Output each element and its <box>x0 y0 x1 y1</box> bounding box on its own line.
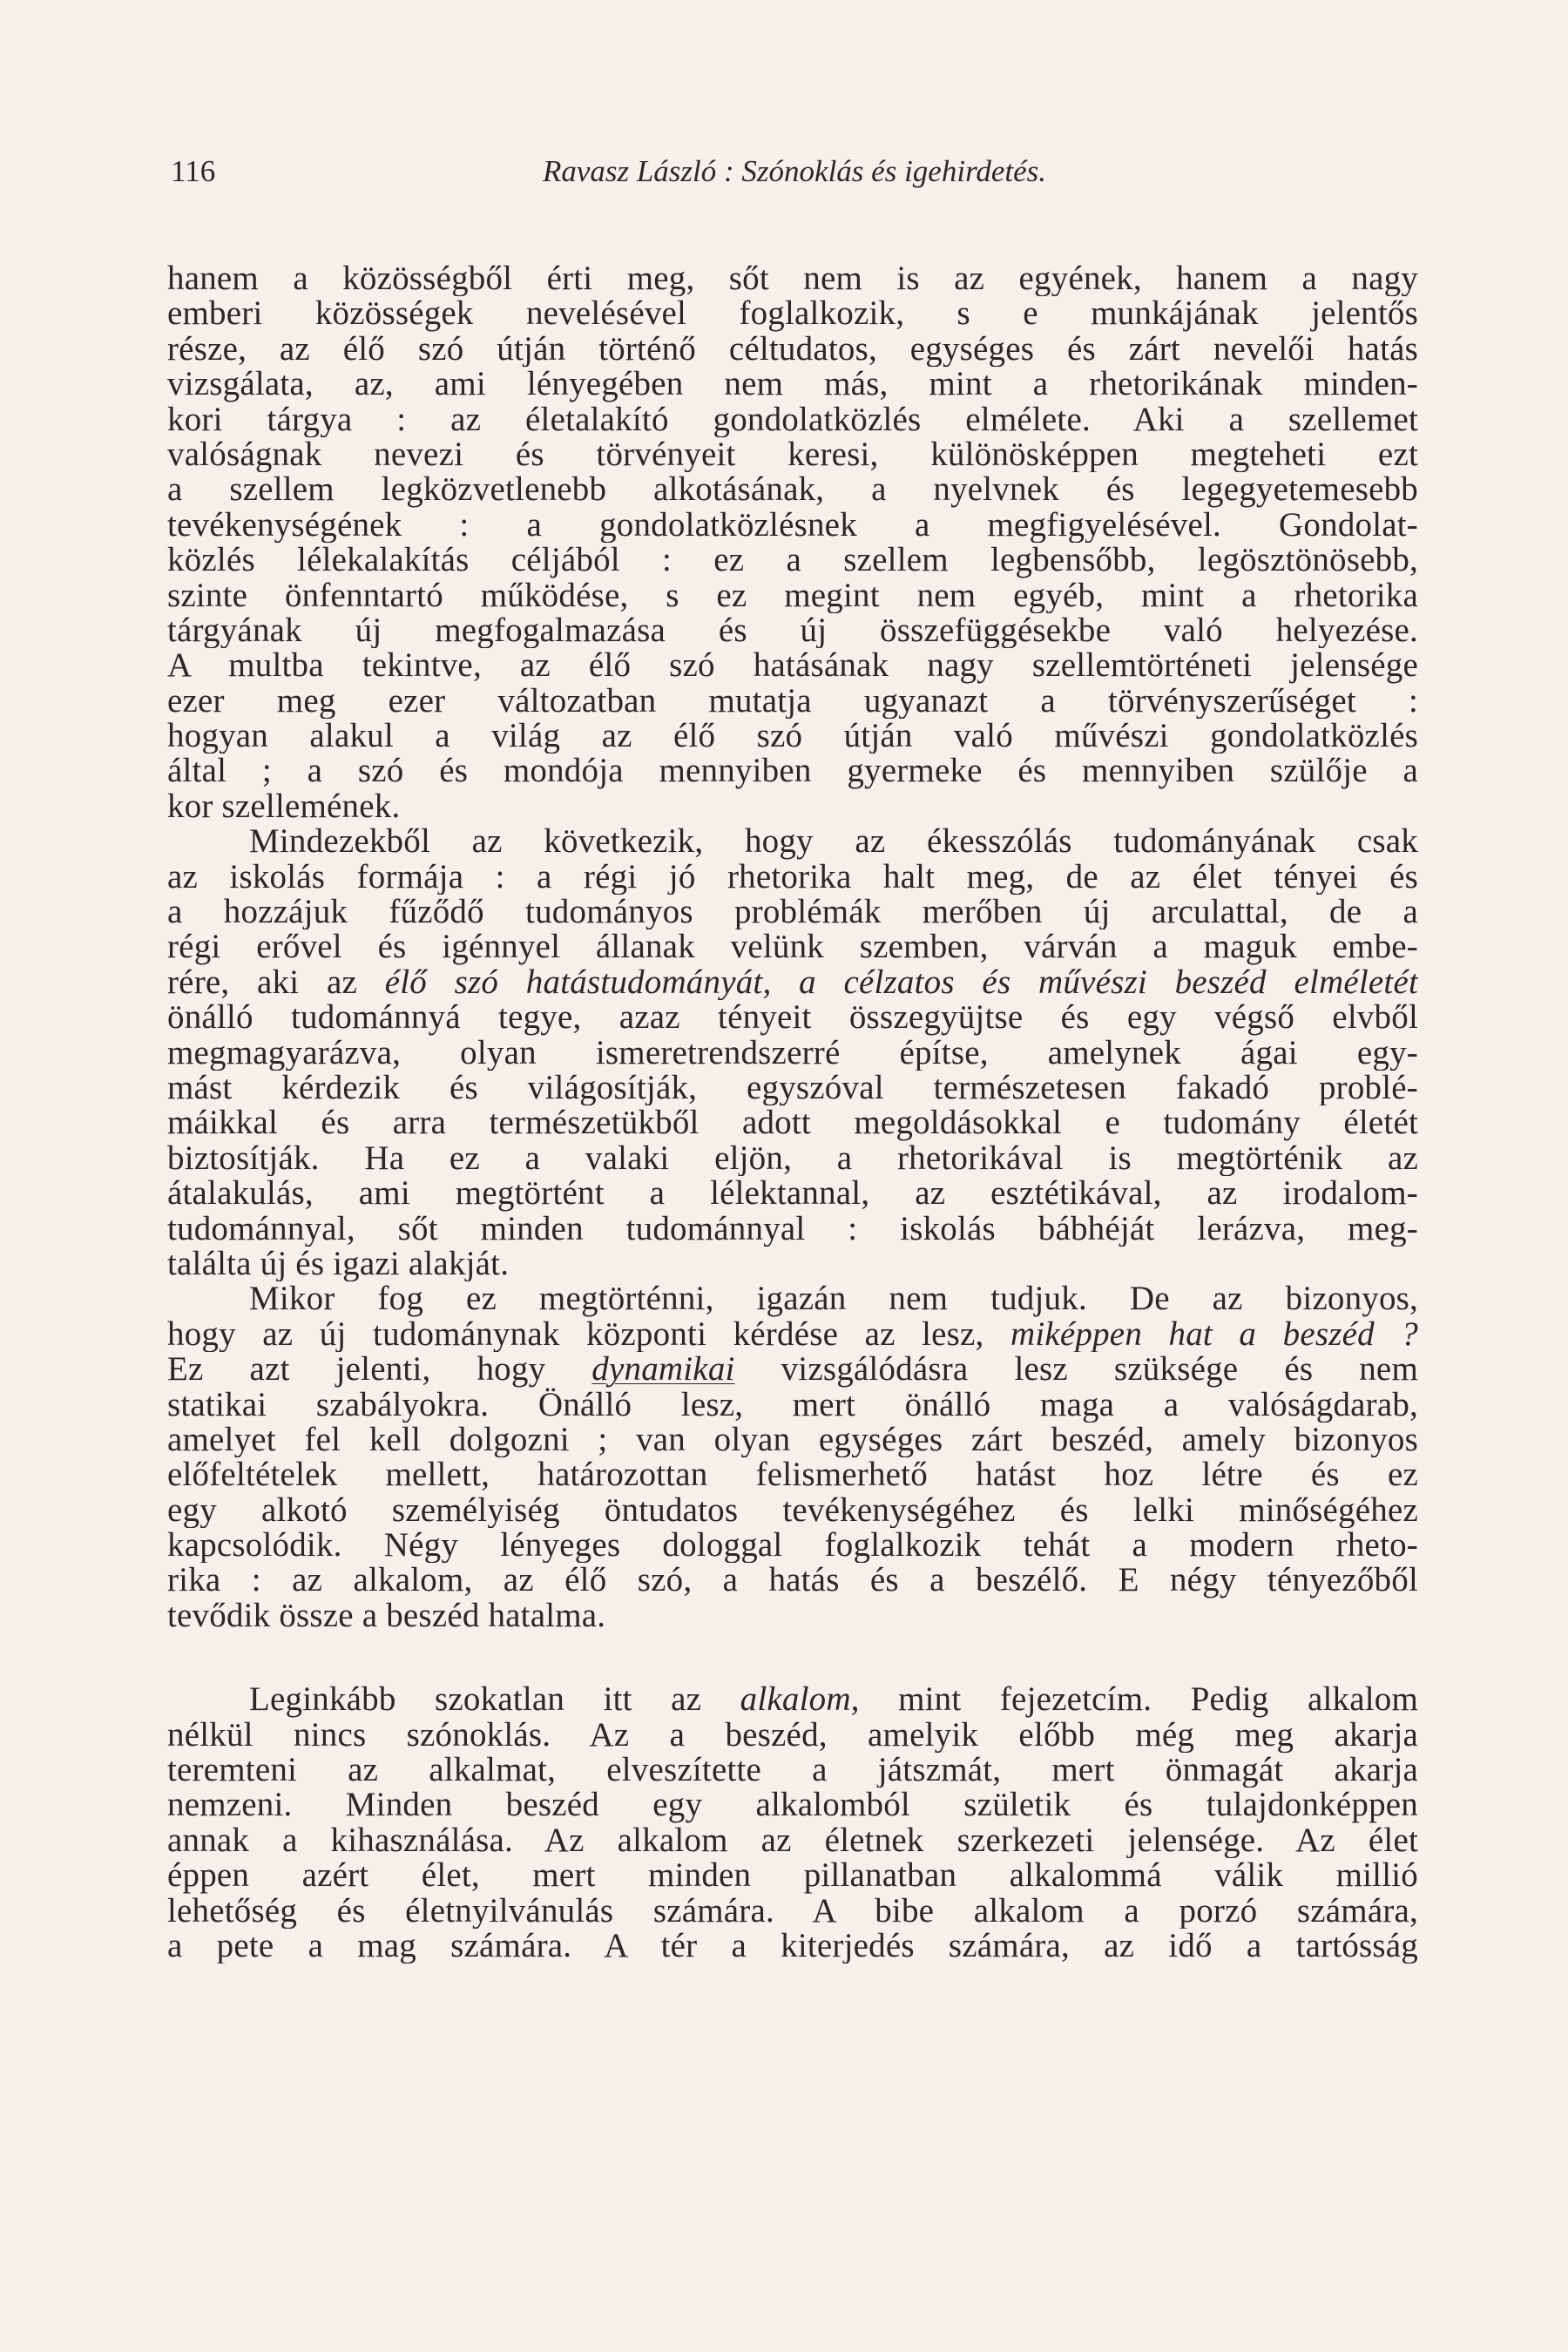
text-line: előfeltételek mellett, határozottan felismerhető hatást hoz létre és ez <box>167 1457 1418 1493</box>
text-line <box>167 1317 1418 1352</box>
text-line: tudománnyal, sőt minden tudománnyal : iskolás bábhéját lerázva, meg- <box>167 1211 1418 1247</box>
text-line: biztosítják. Ha ez a valaki eljön, a rhetorikával is megtörténik az <box>167 1140 1418 1177</box>
running-head <box>171 150 1418 193</box>
running-title: Ravasz László : Szónoklás és igehirdetés. <box>542 154 1047 188</box>
text-line: vizsgálata, az, ami lényegében nem más, mint a rhetorikának minden- <box>167 367 1418 402</box>
paragraph-1 <box>167 261 1418 824</box>
text-line: hanem a közösségből érti meg, sőt nem is az egyének, hanem a nagy <box>167 261 1418 297</box>
text-line: amelyet fel kell dolgozni ; van olyan egységes zárt beszéd, amely bizonyos <box>167 1422 1418 1458</box>
text-line: valóságnak nevezi és törvényeit keresi, különösképpen megteheti ezt <box>167 436 1418 473</box>
text-line: máikkal és arra természetükből adott megoldásokkal e tudomány életét <box>167 1105 1418 1141</box>
text-line: ezer meg ezer változatban mutatja ugyanazt a törvényszerűséget : <box>167 683 1418 720</box>
italic-word: alkalom, <box>740 1682 860 1718</box>
text-line: közlés lélekalakítás céljából : ez a szellem legbensőbb, legösztönösebb, <box>167 543 1418 578</box>
text-line: hogyan alakul a világ az élő szó útján való művészi gondolatközlés <box>167 719 1418 754</box>
text-line <box>167 1352 1418 1387</box>
paragraph-spacer <box>167 1633 1418 1682</box>
text-line: önálló tudománnyá tegye, azaz tényeit összegyüjtse és egy végső elvből <box>167 1000 1418 1036</box>
italic-phrase: miképpen hat a beszéd ? <box>1010 1316 1418 1353</box>
text-line: emberi közösségek nevelésével foglalkozik, s e munkájának jelentős <box>167 296 1418 332</box>
text-line: éppen azért élet, mert minden pillanatban alkalommá válik millió <box>167 1858 1418 1894</box>
text-line: az iskolás formája : a régi jó rhetorika halt meg, de az élet tényei és <box>167 859 1418 896</box>
text-line: régi erővel és igénnyel állanak velünk szemben, várván a maguk embe- <box>167 929 1418 965</box>
italic-phrase: élő szó hatástudományát, a célzatos és művészi beszéd elméletét <box>384 964 1418 1001</box>
text-line: tevékenységének : a gondolatközlésnek a megfigyelésével. Gondolat- <box>167 507 1418 544</box>
text-run: vizsgálódásra lesz szüksége és nem <box>734 1352 1418 1388</box>
text-run: rére, aki az <box>167 964 385 1001</box>
text-run: Ez azt jelenti, hogy <box>167 1352 592 1388</box>
text-line: kori tárgya : az életalakító gondolatközlés elmélete. Aki a szellemet <box>167 402 1418 437</box>
text-line: megmagyarázva, olyan ismeretrendszerré építse, amelynek ágai egy- <box>167 1035 1418 1071</box>
text-line: statikai szabályokra. Önálló lesz, mert önálló maga a valóságdarab, <box>167 1387 1418 1423</box>
text-run: mint fejezetcím. Pedig alkalom <box>859 1682 1418 1718</box>
text-line: egy alkotó személyiség öntudatos tevékenységéhez és lelki minőségéhez <box>167 1492 1418 1529</box>
paragraph-3 <box>167 1281 1418 1633</box>
text-line: által ; a szó és mondója mennyiben gyermeke és mennyiben szülője a <box>167 754 1418 789</box>
text-line: nemzeni. Minden beszéd egy alkalomból születik és tulajdonképpen <box>167 1788 1418 1823</box>
text-line: lehetőség és életnyilvánulás számára. A bibe alkalom a porzó számára, <box>167 1893 1418 1929</box>
text-line: kor szellemének. <box>167 788 401 825</box>
text-line <box>167 965 1418 1000</box>
text-line: mást kérdezik és világosítják, egyszóval természetesen fakadó problé- <box>167 1070 1418 1106</box>
paragraph-4 <box>167 1682 1418 1963</box>
text-line: nélkül nincs szónoklás. Az a beszéd, amelyik előbb még meg akarja <box>167 1717 1418 1754</box>
text-line: a pete a mag számára. A tér a kiterjedés számára, az idő a tartósság <box>167 1928 1418 1964</box>
text-line: tevődik össze a beszéd hatalma. <box>167 1598 606 1634</box>
text-line: A multba tekintve, az élő szó hatásának nagy szellemtörténeti jelensége <box>167 648 1418 684</box>
text-line: Mikor fog ez megtörténni, igazán nem tudjuk. De az bizonyos, <box>249 1281 1418 1317</box>
text-line: teremteni az alkalmat, elveszítette a játszmát, mert önmagát akarja <box>167 1753 1418 1788</box>
text-line: találta új és igazi alakját. <box>167 1246 510 1282</box>
text-line: a hozzájuk fűződő tudományos problémák merőben új arculattal, de a <box>167 895 1418 930</box>
paragraph-2 <box>167 824 1418 1281</box>
text-line: része, az élő szó útján történő céltudatos, egységes és zárt nevelői hatás <box>167 331 1418 368</box>
text-line <box>167 1682 1418 1717</box>
text-line: Mindezekből az következik, hogy az ékesszólás tudományának csak <box>249 824 1418 860</box>
text-line: kapcsolódik. Négy lényeges dologgal foglalkozik tehát a modern rheto- <box>167 1528 1418 1564</box>
italic-underlined-word: dynamikai <box>591 1352 735 1388</box>
body-text <box>167 261 1418 1963</box>
page-number: 116 <box>171 154 216 188</box>
text-line: átalakulás, ami megtörtént a lélektannal, az esztétikával, az irodalom- <box>167 1176 1418 1212</box>
text-line: rika : az alkalom, az élő szó, a hatás és a beszélő. E négy tényezőből <box>167 1563 1418 1598</box>
text-run: hogy az új tudománynak központi kérdése az lesz, <box>167 1316 1010 1353</box>
text-line: szinte önfenntartó működése, s ez megint nem egyéb, mint a rhetorika <box>167 578 1418 613</box>
text-line: tárgyának új megfogalmazása és új összefüggésekbe való helyezése. <box>167 612 1418 649</box>
text-line: a szellem legközvetlenebb alkotásának, a nyelvnek és legegyetemesebb <box>167 472 1418 508</box>
text-run: Leginkább szokatlan itt az <box>249 1682 740 1718</box>
text-line: annak a kihasználása. Az alkalom az életnek szerkezeti jelensége. Az élet <box>167 1822 1418 1859</box>
